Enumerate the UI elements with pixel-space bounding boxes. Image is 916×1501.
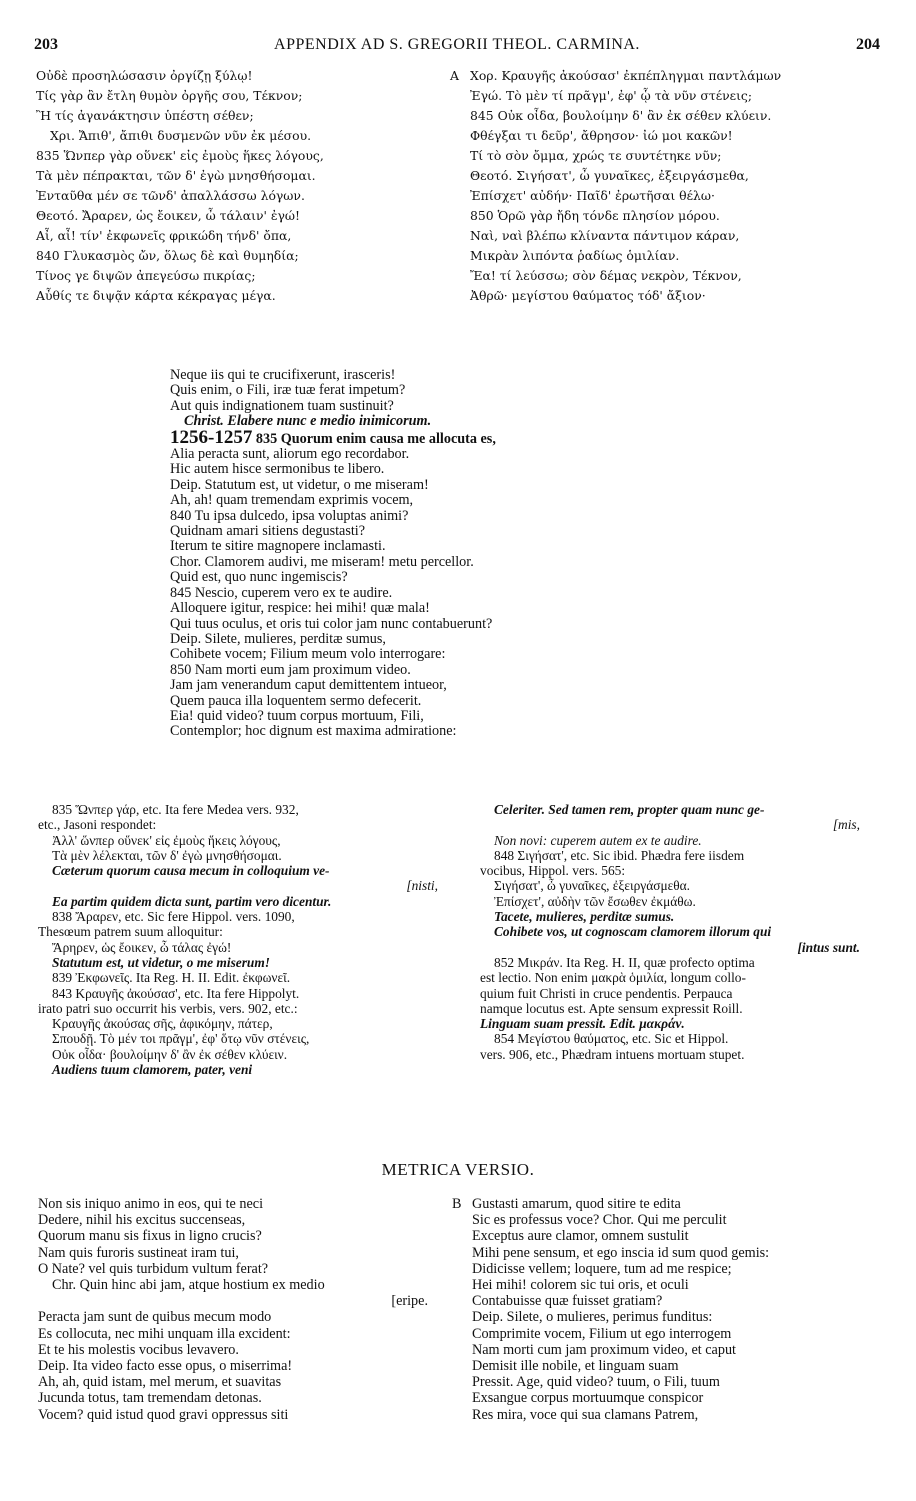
page-number-left: 203 xyxy=(34,36,58,53)
note-line: etc., Jasoni respondet: xyxy=(38,817,157,833)
greek-line: Οὐδὲ προσηλώσασιν ὀργίζῃ ξύλῳ! xyxy=(36,68,253,83)
verse-line: Non sis iniquo animo in eos, qui te neci xyxy=(38,1196,264,1212)
latin-line: 840 Tu ipsa dulcedo, ipsa voluptas animi? xyxy=(170,507,409,524)
greek-text-right xyxy=(450,66,890,306)
note-line: Ἐπίσχετ', αὐδὴν τῶν ἔσωθεν ἐκμάθω. xyxy=(494,893,696,909)
greek-line: 835 Ὥνπερ γὰρ οὕνεκ' εἰς ἐμοὺς ἥκες λόγους, xyxy=(36,148,324,163)
greek-text-left xyxy=(36,66,436,306)
verse-line: Dedere, nihil his excitus succenseas, xyxy=(38,1212,246,1229)
latin-line: Alia peracta sunt, aliorum ego recordabor. xyxy=(170,446,410,463)
note-line: quium fuit Christi in cruce pendentis. Perpauca xyxy=(480,985,733,1001)
latin-line: Ah, ah! quam tremendam exprimis vocem, xyxy=(170,492,414,509)
latin-line: Qui tuus oculus, et oris tui color jam nunc contabuerunt? xyxy=(170,615,493,632)
latin-line: Contemplor; hoc dignum est maxima admiratione: xyxy=(170,723,457,740)
note-line: est lectio. Non enim μακρὰ ὁμιλία, longum collo- xyxy=(480,970,746,986)
note-line: Thesœum patrem suum alloquitur: xyxy=(38,924,223,940)
greek-line: Ἔα! τί λεύσσω; σὸν δέμας νεκρὸν, Τέκνον, xyxy=(470,268,742,283)
verse-line: Nam quis furoris sustineat iram tui, xyxy=(38,1244,239,1261)
metrica-left xyxy=(38,1196,448,1423)
greek-line: Τίς γὰρ ἂν ἔτλη θυμὸν ὀργῆς σου, Τέκνον; xyxy=(36,88,303,103)
greek-line: Ναὶ, ναὶ βλέπω κλίναντα πάντιμον κάραν, xyxy=(470,228,740,243)
verse-line: Exceptus aure clamor, omnem sustulit xyxy=(472,1228,689,1245)
column-marker: B xyxy=(452,1196,462,1212)
greek-line: Αὖθίς τε διψᾷν κάρτα κέκραγας μέγα. xyxy=(36,288,276,303)
latin-line: 1256-1257 835 Quorum enim causa me allocuta es, xyxy=(170,426,496,448)
verse-line: Deip. Ita video facto esse opus, o miserrima! xyxy=(38,1358,293,1375)
verse-line: Pressit. Age, quid video? tuum, o Fili, tuum xyxy=(472,1374,720,1391)
verse-line: Vocem? quid istud quod gravi oppressus siti xyxy=(38,1406,289,1423)
verse-line: Sic es professus voce? Chor. Qui me perculit xyxy=(472,1212,727,1229)
page-number-right: 204 xyxy=(856,36,880,53)
verse-line: O Nate? vel quis turbidum vultum ferat? xyxy=(38,1260,269,1277)
greek-line: Ἢ τίς ἀγανάκτησιν ὑπέστη σέθεν; xyxy=(36,108,254,123)
note-line: Audiens tuum clamorem, pater, veni xyxy=(52,1062,253,1078)
note-line: Tacete, mulieres, perditæ sumus. xyxy=(494,909,675,925)
greek-line: Ἀθρῶ· μεγίστου θαύματος τόδ' ἄξιον· xyxy=(470,288,706,303)
verse-line: Es collocuta, nec mihi unquam illa excident: xyxy=(38,1325,291,1342)
note-line: 835 Ὥνπερ γάρ, etc. Ita fere Medea vers. 932, xyxy=(52,802,299,817)
note-line: 838 Ἄραρεν, etc. Sic fere Hippol. vers. 1090, xyxy=(52,909,295,925)
note-line: Ἀλλ' ὥνπερ οὕνεκ' εἰς ἐμοὺς ἥκεις λόγους, xyxy=(52,832,281,848)
note-line: irato patri suo occurrit his verbis, vers. 902, etc.: xyxy=(38,1000,298,1016)
note-line: Cæterum quorum causa mecum in colloquium ve- xyxy=(52,863,330,879)
verse-line: Contabuisse quæ fuisset gratiam? xyxy=(472,1293,663,1310)
latin-line: Aut quis indignationem tuam sustinuit? xyxy=(170,397,394,414)
note-line: 848 Σιγήσατ', etc. Sic ibid. Phædra fere iisdem xyxy=(494,847,745,863)
greek-line: A Χορ. Κραυγῆς ἀκούσασ' ἐκπέπληγμαι παντλάμων xyxy=(450,66,890,86)
greek-line: 840 Γλυκασμὸς ὤν, ὅλως δὲ καὶ θυμηδία; xyxy=(36,248,299,263)
note-line: 854 Μεγίστου θαύματος, etc. Sic et Hippol. xyxy=(494,1031,729,1047)
column-marker: A xyxy=(450,68,459,83)
greek-line: Φθέγξαι τι δεῦρ', ἄθρησον· ἰώ μοι κακῶν! xyxy=(470,128,733,143)
latin-line: 845 Nescio, cuperem vero ex te audire. xyxy=(170,584,393,601)
greek-line: Τί τὸ σὸν ὄμμα, χρώς τε συντέτηκε νῦν; xyxy=(470,148,722,163)
note-line: Οὐκ οἶδα· βουλοίμην δ' ἂν ἐκ σέθεν κλύειν. xyxy=(52,1046,288,1062)
greek-line: Αἶ, αἶ! τίν' ἐκφωνεῖς φρικώδη τήνδ' ὄπα, xyxy=(36,228,292,243)
verse-line: Nam morti cum jam proximum video, et caput xyxy=(472,1341,736,1358)
latin-line: Christ. Elabere nunc e medio inimicorum. xyxy=(184,413,432,430)
note-line: [intus sunt. xyxy=(797,939,860,955)
metrica-versio-title: METRICA VERSIO. xyxy=(381,1160,535,1179)
verse-line: Jucunda totus, tam tremendam detonas. xyxy=(38,1390,262,1407)
latin-line: Neque iis qui te crucifixerunt, irasceris! xyxy=(170,367,396,383)
greek-line: Ἐνταῦθα μέν σε τῶνδ' ἀπαλλάσσω λόγων. xyxy=(36,188,305,203)
latin-line: Quid est, quo nunc ingemiscis? xyxy=(170,569,348,586)
verse-line: Chr. Quin hinc abi jam, atque hostium ex medio xyxy=(52,1277,325,1294)
greek-line: Θεοτό. Ἄραρεν, ὡς ἔοικεν, ὦ τάλαιν' ἐγώ! xyxy=(36,208,300,223)
note-line: Τὰ μὲν λέλεκται, τῶν δ' ἐγὼ μνησθήσομαι. xyxy=(52,847,282,863)
greek-line: Ἐγώ. Τὸ μὲν τί πρᾶγμ', ἐφ' ᾧ τὰ νῦν στένεις; xyxy=(470,88,753,103)
verse-line: Exsangue corpus mortuumque conspicor xyxy=(472,1390,704,1407)
verse-line: Quorum manu sis fixus in ligno crucis? xyxy=(38,1228,262,1245)
verse-line: Peracta jam sunt de quibus mecum modo xyxy=(38,1309,272,1326)
latin-line: Quis enim, o Fili, iræ tuæ ferat impetum? xyxy=(170,382,406,399)
latin-line: Deip. Statutum est, ut videtur, o me miseram! xyxy=(170,476,429,493)
note-line: vers. 906, etc., Phædram intuens mortuam stupet. xyxy=(480,1046,745,1062)
note-line: 839 Ἐκφωνεῖς. Ita Reg. H. II. Edit. ἐκφωνεῖ. xyxy=(52,970,291,986)
latin-line: 850 Nam morti eum jam proximum video. xyxy=(170,661,411,678)
verse-line: Comprimite vocem, Filium ut ego interrogem xyxy=(472,1325,732,1342)
note-line: Linguam suam pressit. Edit. μακράν. xyxy=(480,1016,685,1032)
latin-line: Cohibete vocem; Filium meum volo interrogare: xyxy=(170,646,446,663)
latin-line: Deip. Silete, mulieres, perditæ sumus, xyxy=(170,630,386,647)
note-line: [mis, xyxy=(832,817,860,833)
greek-line: Τὰ μὲν πέπρακται, τῶν δ' ἐγὼ μνησθήσομαι. xyxy=(36,168,316,183)
note-line: [nisti, xyxy=(406,878,438,894)
verse-line: Res mira, voce qui sua clamans Patrem, xyxy=(472,1406,699,1423)
latin-line: Iterum te sitire magnopere inclamasti. xyxy=(170,538,386,555)
greek-line: 845 Οὐκ οἶδα, βουλοίμην δ' ἂν ἐκ σέθεν κλύειν. xyxy=(470,108,772,123)
verse-line: Ah, ah, quid istam, mel merum, et suavitas xyxy=(38,1374,282,1391)
note-line: Σιγήσατ', ὦ γυναῖκες, ἐξειργάσμεθα. xyxy=(494,878,691,894)
running-title: APPENDIX AD S. GREGORII THEOL. CARMINA. xyxy=(274,36,640,53)
latin-translation xyxy=(170,368,730,740)
latin-line: Chor. Clamorem audivi, me miseram! metu percellor. xyxy=(170,553,474,570)
greek-line: Ἐπίσχετ' αὐδήν· Παῖδ' ἐρωτῆσαι θέλω· xyxy=(470,188,715,203)
column-number: 1256-1257 xyxy=(170,426,253,448)
note-line: Cohibete vos, ut cognoscam clamorem illorum qui xyxy=(494,924,772,940)
note-line: vocibus, Hippol. vers. 565: xyxy=(480,863,626,879)
note-line: Celeriter. Sed tamen rem, propter quam nunc ge- xyxy=(494,802,765,817)
latin-line: Alloquere igitur, respice: hei mihi! quæ mala! xyxy=(170,600,430,617)
note-line: Ea partim quidem dicta sunt, partim vero dicentur. xyxy=(52,893,332,909)
latin-line: Hic autem hisce sermonibus te libero. xyxy=(170,461,385,478)
note-line: Ἄρηρεν, ὡς ἔοικεν, ὦ τάλας ἐγώ! xyxy=(52,939,232,955)
note-line: Σπουδῇ. Τὸ μέν τοι πρᾶγμ', ἐφ' ὅτῳ νῦν στένεις, xyxy=(52,1031,310,1047)
note-line: Statutum est, ut videtur, o me miserum! xyxy=(52,954,271,970)
verse-line: Demisit ille nobile, et linguam suam xyxy=(472,1358,679,1375)
note-line: 843 Κραυγῆς ἀκούσασ', etc. Ita fere Hippolyt. xyxy=(52,985,300,1001)
latin-line: Eia! quid video? tuum corpus mortuum, Fili, xyxy=(170,707,424,724)
verse-line: Didicisse vellem; loquere, tum ad me respice; xyxy=(472,1260,732,1277)
metrica-right xyxy=(452,1196,892,1423)
verse-line: Deip. Silete, o mulieres, perimus funditus: xyxy=(472,1309,713,1326)
footnotes-left xyxy=(38,802,458,1077)
greek-line: Χρι. Ἄπιθ', ἄπιθι δυσμενῶν νῦν ἐκ μέσου. xyxy=(50,128,312,143)
greek-line: Τίνος γε διψῶν ἀπεγεύσω πικρίας; xyxy=(36,268,256,283)
verse-line: Hei mihi! colorem sic tui oris, et oculi xyxy=(472,1277,689,1294)
note-line: namque locutus est. Apte sensum expressit Roill. xyxy=(480,1000,743,1016)
greek-line: 850 Ὁρῶ γὰρ ἤδη τόνδε πλησίον μόρου. xyxy=(470,208,720,223)
page-header xyxy=(34,36,880,58)
latin-line: Jam jam venerandum caput demittentem intueor, xyxy=(170,677,447,694)
latin-line: Quidnam amari sitiens degustasti? xyxy=(170,523,366,540)
note-line: Κραυγῆς ἀκούσας σῆς, ἀφικόμην, πάτερ, xyxy=(52,1016,273,1032)
verse-line: Et te his molestis vocibus levavero. xyxy=(38,1341,239,1358)
greek-line: Μικρὰν λιπόντα ῥαδίως ὁμιλίαν. xyxy=(470,248,680,263)
note-line: 852 Μικράν. Ita Reg. H. II, quæ profecto optima xyxy=(494,954,755,970)
verse-line: [eripe. xyxy=(391,1293,428,1310)
verse-line: Mihi pene sensum, et ego inscia id sum quod gemis: xyxy=(472,1244,770,1261)
note-line: Non novi: cuperem autem ex te audire. xyxy=(494,832,702,848)
footnotes-right xyxy=(480,802,880,1062)
verse-line: B Gustasti amarum, quod sitire te edita xyxy=(452,1196,681,1212)
greek-line: Θεοτό. Σιγήσατ', ὦ γυναῖκες, ἐξειργάσμεθα, xyxy=(470,168,749,183)
latin-line: Quem pauca illa loquentem sermo defecerit. xyxy=(170,692,422,709)
